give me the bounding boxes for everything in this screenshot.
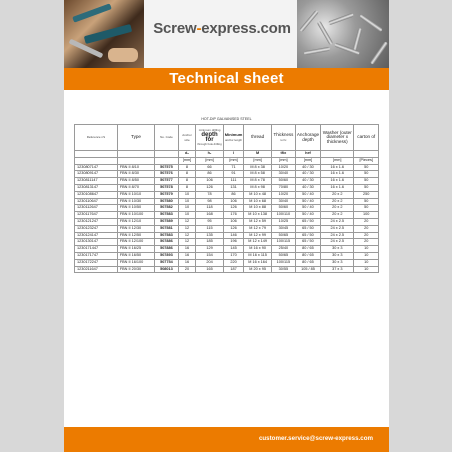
- symbol-cell: [75, 151, 118, 158]
- table-cell: 16 x 1.6: [321, 178, 354, 185]
- table-cell: 10: [178, 205, 196, 212]
- table-cell: FBN II 12/10: [117, 218, 154, 225]
- table-cell: FBN II 8/30: [117, 171, 154, 178]
- table-cell: M 8 x 78: [244, 178, 272, 185]
- table-cell: 24 x 2.5: [321, 239, 354, 246]
- table-cell: 30 x 3: [321, 252, 354, 259]
- table-cell: 1230108647: [75, 191, 118, 198]
- symbol-cell: [354, 151, 379, 158]
- table-cell: 71: [223, 164, 244, 171]
- table-row: [75, 212, 379, 219]
- table-cell: 50/60: [271, 178, 295, 185]
- table-cell: FBN II 10/50: [117, 205, 154, 212]
- header-minimum: Minimum anchor length: [223, 125, 244, 151]
- table-cell: 507579: [155, 191, 178, 198]
- table-cell: 20 x 2: [321, 205, 354, 212]
- table-cell: 185: [196, 239, 223, 246]
- symbol-cell: d₀: [178, 151, 196, 158]
- table-cell: 66: [196, 164, 223, 171]
- table-cell: 1230809147: [75, 171, 118, 178]
- table-cell: 1230807147: [75, 164, 118, 171]
- table-cell: 507580: [155, 198, 178, 205]
- header-anchorage-depth: Anchorage depth: [295, 125, 320, 151]
- table-cell: 20: [178, 266, 196, 273]
- table-cell: 507577: [155, 178, 178, 185]
- table-cell: 250: [354, 191, 379, 198]
- table-cell: 50/60: [271, 205, 295, 212]
- symbol-cell: [155, 151, 178, 158]
- table-cell: 50/65: [271, 252, 295, 259]
- table-header-row: [75, 125, 379, 151]
- table-cell: 20: [354, 218, 379, 225]
- table-cell: 16: [178, 252, 196, 259]
- table-cell: 20 x 2: [321, 191, 354, 198]
- header-type: Type: [117, 125, 154, 151]
- table-cell: 20: [354, 239, 379, 246]
- table-cell: FBN II 16/25: [117, 246, 154, 253]
- unit-cell: [Pieces]: [354, 157, 379, 164]
- table-cell: 8: [178, 171, 196, 178]
- symbol-cell: l: [223, 151, 244, 158]
- unit-cell: [mm]: [244, 157, 272, 164]
- table-cell: 507583: [155, 232, 178, 239]
- table-cell: 10: [354, 266, 379, 273]
- table-cell: 40 / 30: [295, 184, 320, 191]
- tools-photo: [64, 0, 144, 68]
- table-cell: 196: [223, 239, 244, 246]
- unit-cell: [mm]: [295, 157, 320, 164]
- table-cell: 30/40: [271, 198, 295, 205]
- table-cell: 1230123247: [75, 225, 118, 232]
- table-row: [75, 218, 379, 225]
- table-cell: 30/45: [271, 225, 295, 232]
- table-cell: 10/20: [271, 164, 295, 171]
- table-cell: 1230110647: [75, 198, 118, 205]
- table-cell: 30 x 3: [321, 246, 354, 253]
- table-cell: 129: [196, 246, 223, 253]
- table-cell: 50 / 40: [295, 198, 320, 205]
- table-cell: 507578: [155, 184, 178, 191]
- table-cell: 86: [223, 191, 244, 198]
- table-cell: 20 x 2: [321, 212, 354, 219]
- table-row: [75, 191, 379, 198]
- table-cell: 65 / 50: [295, 232, 320, 239]
- table-cell: 146: [223, 232, 244, 239]
- symbol-cell: [321, 151, 354, 158]
- table-cell: 1230813147: [75, 184, 118, 191]
- table-cell: M 16 x 115: [244, 252, 272, 259]
- table-row: [75, 232, 379, 239]
- table-cell: 106: [223, 198, 244, 205]
- table-cell: 12: [178, 225, 196, 232]
- table-cell: 20: [354, 225, 379, 232]
- table-cell: FBN II 12/30: [117, 225, 154, 232]
- table-cell: 50 / 40: [295, 205, 320, 212]
- unit-cell: [155, 157, 178, 164]
- unit-cell: [mm]: [271, 157, 295, 164]
- table-cell: 187: [223, 266, 244, 273]
- table-cell: M 12 x 79: [244, 225, 272, 232]
- table-cell: M 8 x 98: [244, 184, 272, 191]
- table-cell: 507583: [155, 212, 178, 219]
- table-cell: 220: [223, 259, 244, 266]
- table-cell: 1230811147: [75, 178, 118, 185]
- table-cell: 507582: [155, 205, 178, 212]
- table-row: [75, 266, 379, 273]
- table-cell: 80 / 65: [295, 259, 320, 266]
- table-cell: M 10 x 138: [244, 212, 272, 219]
- table-cell: M 16 x 164: [244, 259, 272, 266]
- symbol-cell: tfix: [271, 151, 295, 158]
- customer-service-email-link[interactable]: customer.service@screw-express.com: [258, 435, 373, 442]
- unit-cell: [mm]: [223, 157, 244, 164]
- table-cell: 507754: [155, 259, 178, 266]
- header-thread: thread: [244, 125, 272, 151]
- table-cell: M 12 x 99: [244, 232, 272, 239]
- table-cell: 50: [354, 205, 379, 212]
- table-cell: 20: [354, 232, 379, 239]
- table-cell: 40 / 30: [295, 171, 320, 178]
- table-cell: 176: [223, 212, 244, 219]
- unit-cell: [mm]: [321, 157, 354, 164]
- table-cell: 12: [178, 218, 196, 225]
- symbol-cell: hef: [295, 151, 320, 158]
- table-row: [75, 239, 379, 246]
- table-cell: 78: [196, 191, 223, 198]
- table-cell: 118: [196, 205, 223, 212]
- table-cell: 10/25: [271, 218, 295, 225]
- table-cell: 37 x 3: [321, 266, 354, 273]
- table-cell: 65 / 50: [295, 239, 320, 246]
- table-cell: 50/65: [271, 232, 295, 239]
- table-cell: M 8 x 58: [244, 171, 272, 178]
- table-cell: 1230117647: [75, 212, 118, 219]
- unit-cell: [mm]: [178, 157, 196, 164]
- table-cell: 135: [196, 232, 223, 239]
- table-cell: FBN II 20/30: [117, 266, 154, 273]
- table-cell: 105 / 85: [295, 266, 320, 273]
- table-cell: 106: [223, 218, 244, 225]
- table-cell: FBN II 16/100: [117, 259, 154, 266]
- brand-logo: Screw-express.com: [153, 20, 291, 37]
- table-cell: 30 x 3: [321, 259, 354, 266]
- table-cell: 50: [354, 184, 379, 191]
- table-cell: M 10 x 88: [244, 205, 272, 212]
- table-cell: 154: [196, 252, 223, 259]
- table-cell: 16 x 1.6: [321, 164, 354, 171]
- header-thickness: Thickness to fix: [271, 125, 295, 151]
- table-cell: FBN II 16/50: [117, 252, 154, 259]
- table-row: [75, 225, 379, 232]
- table-cell: M 8 x 38: [244, 164, 272, 171]
- header-anchor-size: Anchor size: [178, 125, 196, 151]
- table-cell: 95: [196, 218, 223, 225]
- table-cell: 65 / 50: [295, 218, 320, 225]
- table-row: [75, 184, 379, 191]
- table-cell: 111: [223, 178, 244, 185]
- table-cell: FBN II 12/50: [117, 232, 154, 239]
- table-cell: 10: [178, 212, 196, 219]
- table-cell: 126: [196, 184, 223, 191]
- table-row: [75, 198, 379, 205]
- table-cell: 12: [178, 239, 196, 246]
- table-cell: 50: [354, 171, 379, 178]
- table-cell: 50 / 40: [295, 191, 320, 198]
- table-cell: M 20 x 95: [244, 266, 272, 273]
- table-cell: 8: [178, 164, 196, 171]
- table-cell: 70/80: [271, 184, 295, 191]
- table-unit-row: [75, 157, 379, 164]
- table-cell: 50: [354, 178, 379, 185]
- table-cell: 1230171447: [75, 246, 118, 253]
- table-cell: 507581: [155, 225, 178, 232]
- table-cell: 507589: [155, 218, 178, 225]
- table-cell: 507893: [155, 252, 178, 259]
- table-cell: 50: [354, 198, 379, 205]
- table-row: [75, 252, 379, 259]
- table-cell: 40 / 30: [295, 164, 320, 171]
- table-cell: 507886: [155, 239, 178, 246]
- symbol-cell: [117, 151, 154, 158]
- table-cell: 1230171747: [75, 252, 118, 259]
- unit-cell: [75, 157, 118, 164]
- table-cell: 1230112647: [75, 205, 118, 212]
- table-cell: 126: [223, 205, 244, 212]
- table-row: [75, 259, 379, 266]
- table-cell: 1230121247: [75, 218, 118, 225]
- table-cell: 10: [354, 252, 379, 259]
- table-cell: M 16 x 90: [244, 246, 272, 253]
- table-cell: 8: [178, 184, 196, 191]
- table-row: [75, 178, 379, 185]
- table-cell: FBN II 10/10: [117, 191, 154, 198]
- table-cell: 25/40: [271, 246, 295, 253]
- table-cell: 16 x 1.6: [321, 184, 354, 191]
- table-cell: 1230130147: [75, 239, 118, 246]
- table-cell: 24 x 2.5: [321, 232, 354, 239]
- table-cell: 16: [178, 246, 196, 253]
- table-cell: M 10 x 68: [244, 198, 272, 205]
- unit-cell: [mm]: [196, 157, 223, 164]
- table-cell: M 12 x 59: [244, 218, 272, 225]
- table-cell: 1230124147: [75, 232, 118, 239]
- table-cell: 508013: [155, 266, 178, 273]
- table-cell: 50: [354, 164, 379, 171]
- table-cell: 165: [196, 266, 223, 273]
- table-cell: FBN II 8/50: [117, 178, 154, 185]
- table-cell: FBN II 10/30: [117, 198, 154, 205]
- table-cell: FBN II 10/100: [117, 212, 154, 219]
- table-cell: 24 x 2.5: [321, 218, 354, 225]
- table-cell: 12: [178, 232, 196, 239]
- table-row: [75, 246, 379, 253]
- table-cell: 86: [196, 171, 223, 178]
- table-cell: 24 x 2.5: [321, 225, 354, 232]
- table-cell: 80 / 65: [295, 246, 320, 253]
- table-cell: M 10 x 48: [244, 191, 272, 198]
- header-washer: Washer (outer diameter x thickness): [321, 125, 354, 151]
- table-cell: 20 x 2: [321, 198, 354, 205]
- table-cell: 168: [196, 212, 223, 219]
- header-carton: carton of: [354, 125, 379, 151]
- table-cell: 131: [223, 184, 244, 191]
- table-cell: 1230172247: [75, 259, 118, 266]
- table-cell: 8: [178, 178, 196, 185]
- table-cell: 100: [354, 212, 379, 219]
- technical-sheet-page: [64, 0, 389, 452]
- table-cell: 30/55: [271, 266, 295, 273]
- header-reference: Reference nS: [75, 125, 118, 151]
- table-cell: 170: [223, 252, 244, 259]
- table-cell: 145: [223, 246, 244, 253]
- table-cell: 10: [178, 191, 196, 198]
- table-cell: 100/115: [271, 239, 295, 246]
- header-depth: minimum drilling depth for through hole drilling: [196, 125, 223, 151]
- table-cell: 65 / 50: [295, 225, 320, 232]
- table-cell: M 12 x 149: [244, 239, 272, 246]
- table-cell: 80 / 65: [295, 252, 320, 259]
- header-banner: [64, 0, 389, 68]
- table-cell: 115: [196, 225, 223, 232]
- table-cell: 10: [354, 259, 379, 266]
- table-cell: 126: [223, 225, 244, 232]
- table-cell: 507575: [155, 164, 178, 171]
- table-cell: 30/40: [271, 171, 295, 178]
- table-row: [75, 171, 379, 178]
- spec-table: [74, 124, 379, 273]
- table-cell: 10: [178, 198, 196, 205]
- table-cell: 106: [196, 178, 223, 185]
- symbol-cell: M: [244, 151, 272, 158]
- table-cell: 100/110: [271, 212, 295, 219]
- table-cell: 10/20: [271, 191, 295, 198]
- table-cell: 50 / 40: [295, 212, 320, 219]
- symbol-cell: h₁: [196, 151, 223, 158]
- header-code: No. Code: [155, 125, 178, 151]
- unit-cell: [117, 157, 154, 164]
- table-cell: 507886: [155, 246, 178, 253]
- table-cell: 1230211647: [75, 266, 118, 273]
- table-cell: FBN II 12/100: [117, 239, 154, 246]
- table-row: [75, 164, 379, 171]
- material-subtitle: HOT-DIP GALVANISED STEEL: [201, 117, 252, 121]
- table-cell: 91: [223, 171, 244, 178]
- table-cell: 98: [196, 198, 223, 205]
- table-cell: 40 / 30: [295, 178, 320, 185]
- table-cell: 507576: [155, 171, 178, 178]
- page-title: Technical sheet: [64, 68, 389, 90]
- table-cell: 100/115: [271, 259, 295, 266]
- table-cell: 204: [196, 259, 223, 266]
- footer-bar: [64, 427, 389, 452]
- table-cell: FBN II 8/10: [117, 164, 154, 171]
- table-symbol-row: [75, 151, 379, 158]
- table-cell: 10: [354, 246, 379, 253]
- table-cell: 16: [178, 259, 196, 266]
- screws-photo: [297, 0, 389, 68]
- table-body: [75, 164, 379, 273]
- table-cell: 16 x 1.6: [321, 171, 354, 178]
- table-cell: FBN II 8/70: [117, 184, 154, 191]
- table-row: [75, 205, 379, 212]
